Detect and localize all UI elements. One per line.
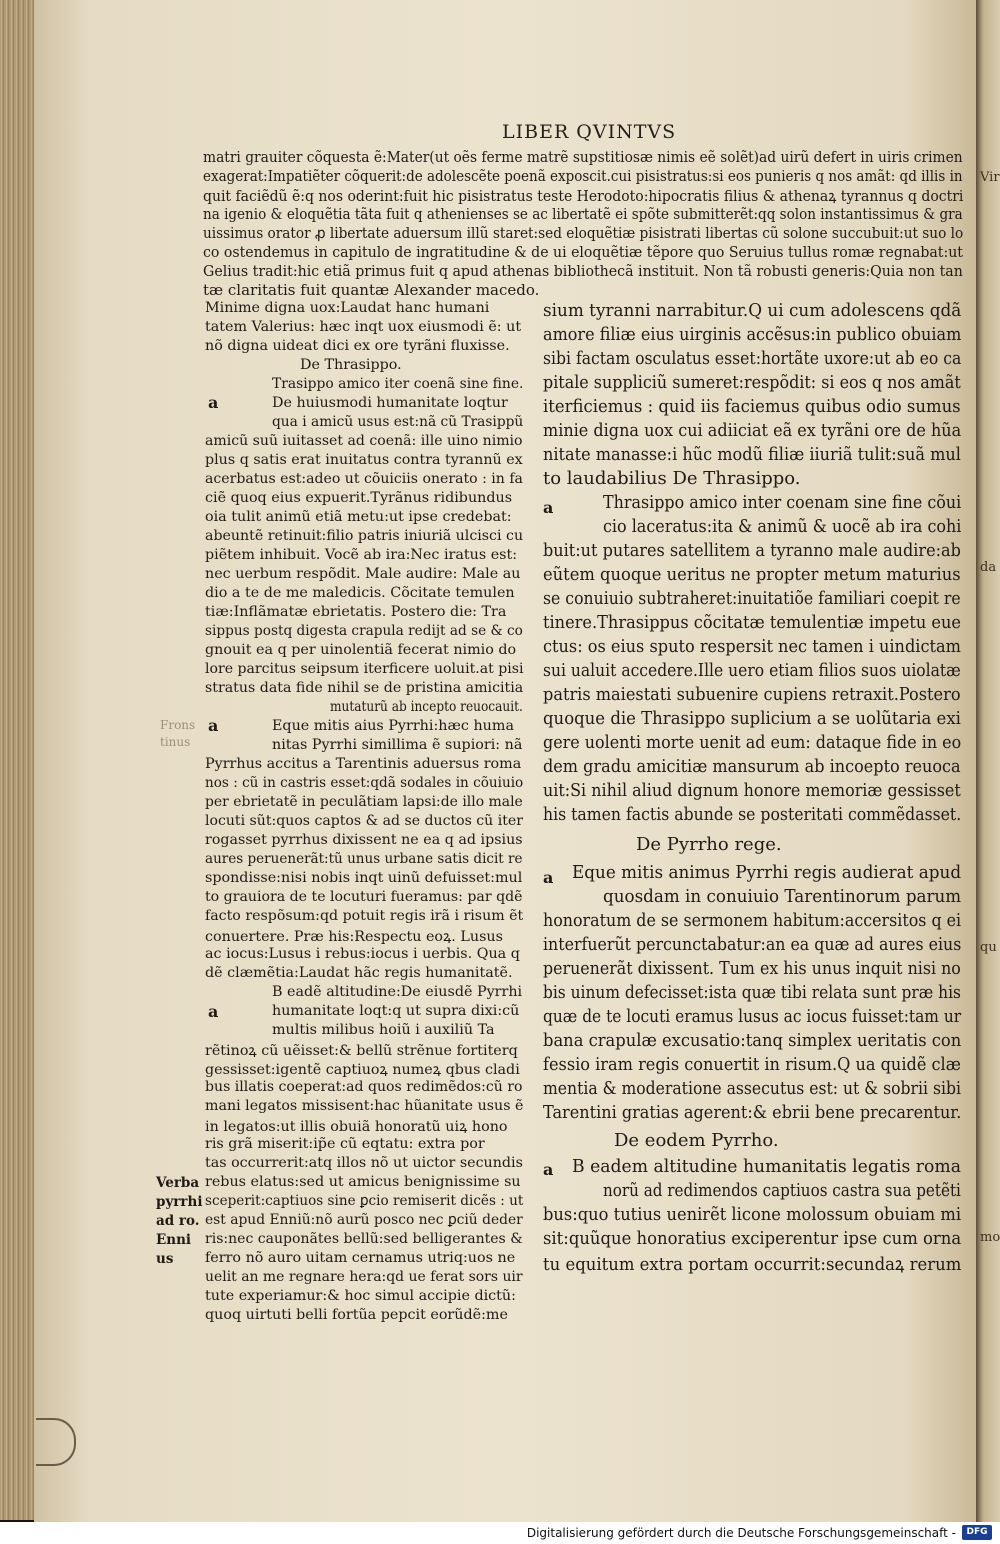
faint-margin-note: Frons [160, 718, 196, 732]
text-line: uelit an me regnare hera:qd ue ferat sors uir [205, 1269, 523, 1285]
dfg-logo: DFG [962, 1525, 992, 1540]
text-line: nitas Pyrrhi simillima ẽ supiori: nã [272, 737, 523, 753]
text-line: na igenio & eloquẽtia tãta fuit q athenienses se ac libertatẽ ei spõte submitterẽt:qq solon instantissimus & gra [203, 205, 963, 223]
text-line: co ostendemus in capitulo de ingratitudine & de ui eloquẽtiæ tẽpore quo Seruius tullus romæ regnabat:ut [203, 243, 963, 261]
text-line: bus illatis coeperat:ad quos redimẽdos:cũ ro [205, 1079, 523, 1095]
sliver-text: qu [980, 940, 997, 955]
text-line: plus q satis erat inuitatus contra tyrannũ ex [205, 452, 523, 468]
margin-note: Verba [156, 1175, 200, 1191]
text-line: sui ualuit accedere.Ille uero etiam filios suos uiolatæ [543, 660, 961, 681]
text-line: tute experiamur:& hoc simul accipie dictũ: [205, 1288, 516, 1304]
text-line: gnouit ea q per uinolentiã fecerat nimio do [205, 642, 517, 658]
text-line: per ebrietatẽ in peculãtiam lapsi:de illo male [205, 794, 523, 810]
text-line: rogasset pyrrhus dixissent ne ea q ad ipsius [205, 832, 523, 848]
text-line: amore filiæ eius uirginis accẽsus:in publico obuiam [543, 324, 962, 345]
text-line: eũtem quoque ueritus ne propter metum maturius [543, 564, 961, 585]
text-line: honoratum de se sermonem habitum:accersitos q ei [543, 910, 962, 931]
text-line: rebus elatus:sed ut amicus benignissime su [205, 1174, 521, 1190]
text-line: his tamen factis abunde se posteritati commẽdasset. [543, 804, 962, 825]
text-line: Minime digna uox:Laudat hanc humani [205, 300, 490, 316]
running-header: LIBER QVINTVS [502, 121, 677, 143]
text-line: bis uinum defecisset:ista quæ tibi relata sunt præ his [543, 982, 961, 1003]
sliver-text: Vir [980, 170, 1000, 185]
text-line: sippus postq digesta crapula redijt ad se & co [205, 623, 523, 639]
text-line: matri grauiter cõquesta ẽ:Mater(ut oẽs ferme matrẽ supstitiosæ nimis eẽ solẽt)ad uirũ defert in uiris crimen [203, 148, 963, 166]
text-line: buit:ut putares satellitem a tyranno male audire:ab [543, 540, 961, 561]
section-marker: a [543, 498, 554, 517]
text-line: se conuiuio subtraheret:inuitatiõe familiari coepit re [543, 588, 961, 609]
section-heading: De Pyrrho rege. [636, 834, 782, 855]
text-line: nec uerbum respõdit. Male audire: Male au [205, 566, 521, 582]
text-line: uit:Si nihil aliud dignum honore memoriæ gessisset [543, 780, 961, 801]
text-line: lore parcitus seipsum iterficere uoluit.at pisi [205, 661, 524, 677]
text-line: patris maiestati subuenire cupiens retraxit.Postero [543, 684, 961, 705]
page-clip [36, 1418, 76, 1466]
text-line: sceperit:captiuos sine ꝑcio remiserit dicẽs : ut [205, 1193, 524, 1209]
text-line: Thrasippo amico inter coenam sine fine cõui [603, 492, 962, 513]
text-line: ris grã miserit:ip̃e cũ eqtatu: extra por [205, 1136, 485, 1152]
text-line: humanitate loqt:q ut supra dixi:cũ [272, 1003, 520, 1019]
text-line: in legatos:ut illis obuiã honoratũ uiꝝ hono [205, 1119, 508, 1135]
section-heading: De Thrasippo. [300, 357, 402, 373]
footer-credit: Digitalisierung gefördert durch die Deutsche Forschungsgemeinschaft - [526, 1526, 956, 1540]
text-line: Tarentini gratias agerent:& ebrii bene precarentur. [543, 1102, 962, 1123]
text-line: mani legatos missisent:hac hũanitate usus ẽ [205, 1098, 524, 1114]
text-line: De huiusmodi humanitate loqtur [272, 395, 508, 411]
section-marker: a [208, 393, 219, 412]
text-line: oia tulit animũ etiã metu:ut ipse credebat: [205, 509, 512, 525]
text-line: interfuerũt percunctabatur:an ea quæ ad aures eius [543, 934, 962, 955]
next-page-sliver [976, 0, 1000, 1522]
text-line: ac iocus:Lusus i rebus:iocus i uerbis. Qua q [205, 946, 520, 962]
text-line: sibi factam osculatus esset:hortãte uxore:ut ab eo ca [543, 348, 962, 369]
text-line: Pyrrhus accitus a Tarentinis aduersus roma [205, 756, 522, 772]
text-line: dẽ clæmẽtia:Laudat hãc regis humanitatẽ. [205, 965, 513, 981]
text-line: tu equitum extra portam occurrit:secundaꝝ rerum [543, 1254, 962, 1275]
text-line: fessio iram regis conuertit in risum.Q ua quidẽ clæ [543, 1054, 961, 1075]
text-line: ferro nõ auro uitam cernamus utriq:uos ne [205, 1250, 516, 1266]
text-line: gessisset:igentẽ captiuoꝝ numeꝝ qbus cladi [205, 1062, 520, 1078]
text-line: quit faciẽdũ ẽ:q nos oderint:fuit hic pisistratus teste Herodoto:hipocratis filius & athenaꝝ tyrannus q doctri [203, 187, 964, 205]
text-line: dio a te de me maledicis. Cõcitate temulen [205, 585, 515, 601]
text-line: dem gradu amicitiæ mansurum ab incoepto reuoca [543, 756, 961, 777]
text-line: stratus data fide nihil se de pristina amicitia [205, 680, 524, 696]
text-line: norũ ad redimendos captiuos castra sua petẽti [603, 1180, 961, 1201]
text-line: mutaturũ ab incepto reuocauit. [330, 699, 523, 715]
text-line: Eque mitis aius Pyrrhi:hæc huma [272, 718, 514, 734]
text-line: rẽtinoꝝ cũ uẽisset:& bellũ strẽnue fortiterq [205, 1043, 518, 1059]
text-line: bus:quo tutius uenirẽt licone molossum obuiam mi [543, 1204, 962, 1225]
text-line: tinere.Thrasippus cõcitatæ temulentiæ impetu eue [543, 612, 961, 633]
text-line: nitate manasse:i hũc modũ filiæ iiuriã tulit:suã mul [543, 444, 961, 465]
section-marker: a [543, 1160, 554, 1179]
sliver-text: da [980, 560, 997, 575]
text-line: sit:quũque honoratius exciperentur ipse cum orna [543, 1228, 962, 1249]
text-line: iterficiemus : quid iis faciemus quibus odio sumus [543, 396, 961, 417]
faint-margin-note: tinus [160, 735, 191, 749]
text-line: pitale suppliciũ sumeret:respõdit: si eos q nos amãt [543, 372, 961, 393]
text-line: tatem Valerius: hæc inqt uox eiusmodi ẽ: ut [205, 319, 522, 335]
footer-bar [0, 1522, 1000, 1544]
text-line: amicũ suũ iuitasset ad coenã: ille uino nimio [205, 433, 523, 449]
text-line: Eque mitis animus Pyrrhi regis audierat apud [572, 862, 962, 883]
section-marker: a [208, 716, 219, 735]
section-heading: De eodem Pyrrho. [614, 1130, 779, 1151]
text-line: conuertere. Præ his:Respectu eoꝝ. Lusus [205, 929, 503, 945]
text-line: B eadẽ altitudine:De eiusdẽ Pyrrhi [272, 984, 523, 1000]
text-line: facto respõsum:qd potuit regis irã i risum ẽt [205, 908, 524, 924]
text-line: quoque die Thrasippo suplicium a se uolũtaria exi [543, 708, 961, 729]
text-line: abeuntẽ retinuit:filio patris iniuriã ulcisci cu [205, 528, 524, 544]
text-line: uissimus orator ꝓ libertate aduersum illũ staret:sed eloquẽtiæ pisistrati libertas cũ solone succubuit:ut suo lo [203, 224, 964, 242]
text-line: spondisse:nisi nobis inqt uinũ defuisset:mul [205, 870, 523, 886]
text-line: peruenerãt dixissent. Tum ex his unus inquit nisi no [543, 958, 961, 979]
sliver-text: mo [980, 1230, 1000, 1245]
text-line: cio laceratus:ita & animũ & uocẽ ab ira cohi [603, 516, 962, 537]
text-line: quæ de te locuti eramus lusus ac iocus fuisset:tam ur [543, 1006, 962, 1027]
text-line: Trasippo amico iter coenã sine fine. [272, 376, 524, 392]
text-line: qua i amicũ usus est:nã cũ Trasippũ [272, 414, 524, 430]
text-line: bana crapulæ excusatio:tanq simplex ueritatis con [543, 1030, 962, 1051]
text-line: Gelius tradit:hic etiã primus fuit q apud athenas bibliothecã instituit. Non tã robusti generis:Quia non tan [203, 262, 963, 280]
text-line: locuti sũt:quos captos & ad se ductos cũ iter [205, 813, 523, 829]
text-line: mentia & moderatione assecutus est: ut & sobrii sibi [543, 1078, 961, 1099]
margin-note: Enni [156, 1232, 192, 1248]
section-marker: a [208, 1002, 219, 1021]
text-line: nõ digna uideat dici ex ore tyrãni fluxisse. [205, 338, 510, 354]
margin-note: us [156, 1251, 174, 1267]
text-line: acerbatus est:adeo ut cõuiciis onerato : in fa [205, 471, 523, 487]
text-line: ctus: os eius sputo respersit nec tamen i uindictam [543, 636, 961, 657]
text-line: quoq uirtuti belli fortũa pepcit eorũdẽ:me [205, 1307, 508, 1323]
text-line: quosdam in conuiuio Tarentinorum parum [603, 886, 962, 907]
text-line: ciẽ quoq eius expuerit.Tyrãnus ridibundus [205, 490, 513, 506]
text-line: minie digna uox cui adiiciat eã ex tyrãni ore de hũa [543, 420, 962, 441]
section-marker: a [543, 868, 554, 887]
text-line: nos : cũ in castris esset:qdã sodales in cõuiuio [205, 775, 524, 791]
text-line: piẽtem inhibuit. Vocẽ ab ira:Nec iratus est: [205, 547, 518, 563]
text-line: B eadem altitudine humanitatis legatis roma [572, 1156, 961, 1177]
text-line: multis milibus hoiũ i auxiliũ Ta [272, 1022, 495, 1038]
text-line: to grauiora de te locuturi fueramus: par qdẽ [205, 889, 523, 905]
text-line: tæ claritatis fuit quantæ Alexander macedo. [203, 281, 540, 299]
text-line: ris:nec cauponãtes bellũ:sed belligerantes & [205, 1231, 523, 1247]
text-line: exagerat:Impatiẽter cõquerit:de adolescẽte poenã exposcit.cui pisistratus:si eos punieris q nos amãt: qd illis in [203, 167, 963, 185]
text-line: tiæ:Inflãmatæ ebrietatis. Postero die: Tra [205, 604, 507, 620]
text-line: tas occurrerit:atq illos nõ ut uictor secundis [205, 1155, 523, 1171]
text-line: sium tyranni narrabitur.Q ui cum adolescens qdã [543, 300, 962, 321]
text-line: to laudabilius De Thrasippo. [543, 468, 801, 489]
text-line: gere uolenti morte uenit ad eum: dataque fide in eo [543, 732, 962, 753]
text-line: est apud Enniũ:nõ aurũ posco nec ꝑciũ deder [205, 1212, 523, 1228]
text-line: aures peruenerãt:tũ unus urbane satis dicit re [205, 851, 523, 867]
margin-note: pyrrhi [156, 1194, 203, 1210]
margin-note: ad ro. [156, 1213, 200, 1229]
